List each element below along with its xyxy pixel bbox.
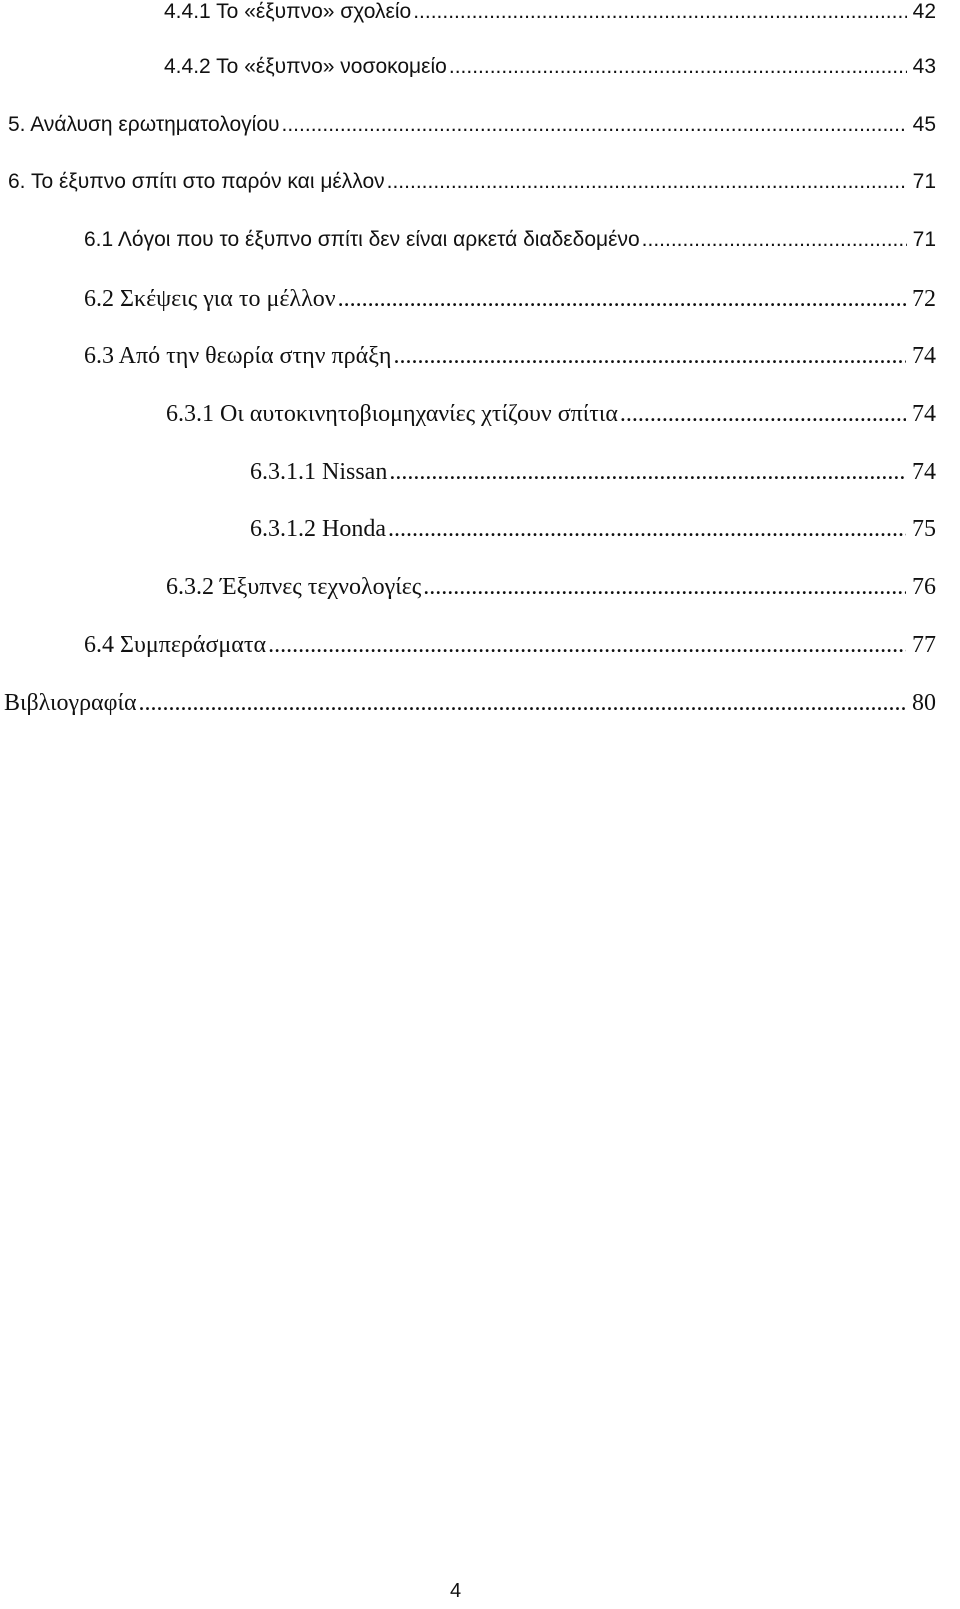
toc-entry-title: 6.3.1.2 Honda (250, 516, 386, 542)
toc-entry[interactable] (84, 632, 936, 664)
toc-entry[interactable] (250, 459, 936, 491)
toc-dot-leader (282, 113, 907, 137)
toc-entry-title: 6.3.1.1 Nissan (250, 459, 388, 485)
toc-entry-page: 77 (912, 632, 936, 658)
toc-entry-title: 6.3.1 Οι αυτοκινητοβιομηχανίες χτίζουν σπίτια (166, 401, 618, 427)
toc-entry-page: 71 (912, 170, 936, 193)
toc-dot-leader (388, 516, 906, 543)
toc-entry-page: 72 (912, 286, 936, 312)
toc-dot-leader (268, 632, 906, 659)
toc-entry-title: 5. Ανάλυση ερωτηματολογίου (8, 113, 280, 136)
toc-entry-page: 74 (912, 343, 936, 369)
toc-entry-page: 42 (912, 0, 936, 23)
toc-entry[interactable] (8, 170, 936, 202)
toc-entry[interactable] (166, 574, 936, 606)
toc-entry-page: 71 (912, 228, 936, 251)
toc-entry-page: 76 (912, 574, 936, 600)
toc-dot-leader (393, 343, 906, 370)
toc-entry[interactable] (84, 286, 936, 318)
toc-entry[interactable] (8, 113, 936, 145)
toc-entry[interactable] (164, 55, 936, 87)
toc-entry-title: 4.4.2 Το «έξυπνο» νοσοκομείο (164, 55, 447, 78)
toc-entry-title: 6.1 Λόγοι που το έξυπνο σπίτι δεν είναι αρκετά διαδεδομένο (84, 228, 640, 251)
toc-entry-title: 6.3.2 Έξυπνες τεχνολογίες (166, 574, 422, 600)
toc-entry-title: 4.4.1 Το «έξυπνο» σχολείο (164, 0, 412, 23)
toc-entry-page: 45 (912, 113, 936, 136)
toc-entry-title: 6.3 Από την θεωρία στην πράξη (84, 343, 392, 369)
toc-entry-page: 43 (912, 55, 936, 78)
toc-dot-leader (620, 401, 906, 428)
toc-dot-leader (389, 459, 906, 486)
page-number: 4 (450, 1580, 462, 1602)
toc-entry[interactable] (84, 228, 936, 260)
toc-dot-leader (413, 0, 906, 24)
toc-entry[interactable] (84, 343, 936, 375)
toc-entry[interactable] (164, 0, 936, 32)
toc-entry[interactable] (4, 690, 936, 722)
toc-dot-leader (139, 690, 906, 717)
toc-entry[interactable] (250, 516, 936, 548)
toc-entry-page: 75 (912, 516, 936, 542)
toc-entry-page: 74 (912, 401, 936, 427)
toc-dot-leader (423, 574, 906, 601)
toc-entry-page: 80 (912, 690, 936, 716)
toc-entry-title: Βιβλιογραφία (4, 690, 137, 716)
toc-dot-leader (642, 228, 907, 252)
toc-entry-title: 6.2 Σκέψεις για το μέλλον (84, 286, 336, 312)
toc-entry-title: 6.4 Συμπεράσματα (84, 632, 267, 658)
toc-dot-leader (449, 55, 907, 79)
toc-dot-leader (338, 286, 906, 313)
toc-entry-page: 74 (912, 459, 936, 485)
toc-entry-title: 6. Το έξυπνο σπίτι στο παρόν και μέλλον (8, 170, 385, 193)
toc-dot-leader (387, 170, 907, 194)
toc-entry[interactable] (166, 401, 936, 433)
